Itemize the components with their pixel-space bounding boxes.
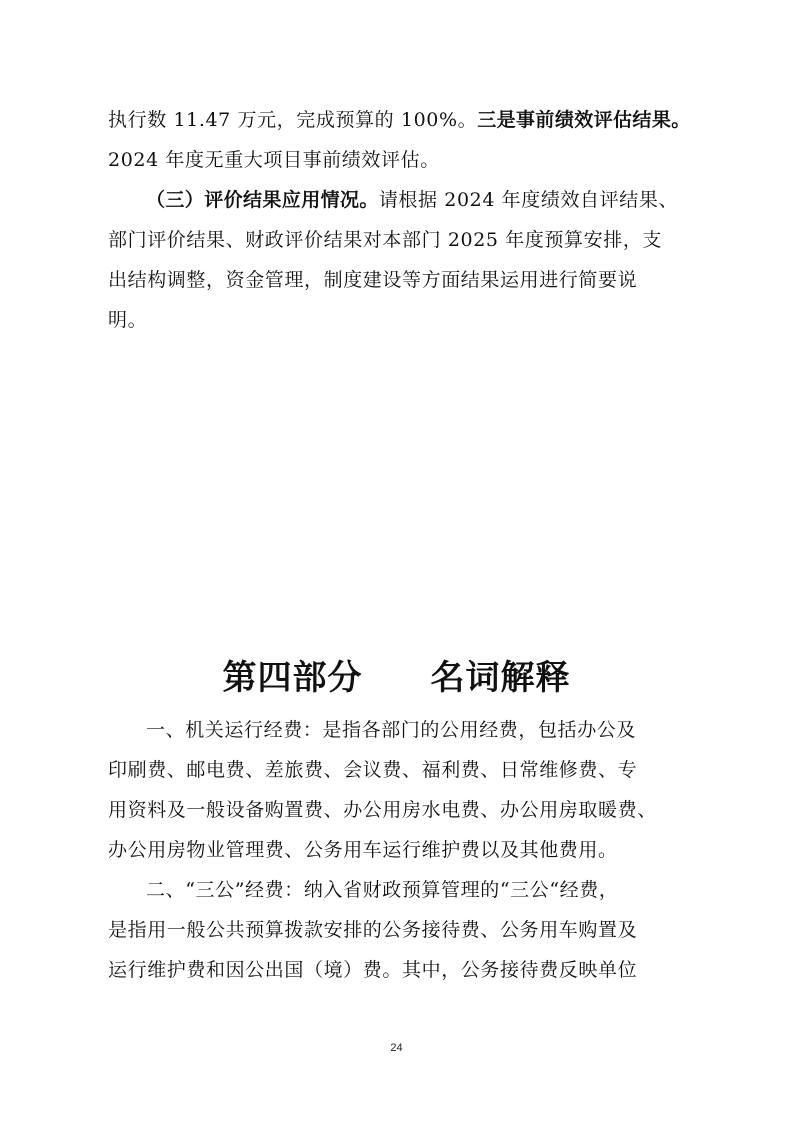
term-2-line-3: 运行维护费和因公出国（境）费。其中，公务接待费反映单位 (108, 959, 638, 981)
term-2-line-1: 二、“三公”经费：纳入省财政预算管理的“三公“经费， (146, 879, 619, 901)
section-part-label: 第四部分 (222, 658, 363, 698)
paragraph-1-text: 执行数 11.47 万元，完成预算的 100%。 (108, 109, 478, 131)
term-1-line-3: 用资料及一般设备购置费、办公用房水电费、办公用房取暖费、 (108, 799, 657, 821)
term-1-line-2: 印刷费、邮电费、差旅费、会议费、福利费、日常维修费、专 (108, 759, 638, 781)
paragraph-2-line-2: 部门评价结果、财政评价结果对本部门 2025 年度预算安排，支 (108, 229, 663, 251)
paragraph-2-line-4: 明。 (108, 309, 148, 331)
term-2-line-2: 是指用一般公共预算拨款安排的公务接待费、公务用车购置及 (108, 919, 638, 941)
section-heading (0, 648, 793, 708)
paragraph-1-line-1 (108, 100, 691, 140)
section-title: 名词解释 (430, 658, 571, 698)
paragraph-2-text: 请根据 2024 年度绩效自评结果、 (378, 189, 679, 211)
paragraph-1-bold-heading: 三是事前绩效评估结果。 (477, 109, 691, 131)
term-1-line-1: 一、机关运行经费：是指各部门的公用经费，包括办公及 (146, 719, 637, 741)
paragraph-1-line-2: 2024 年度无重大项目事前绩效评估。 (108, 149, 440, 171)
page-number: 24 (390, 1042, 403, 1054)
paragraph-2-line-1 (146, 180, 688, 220)
paragraph-2-bold-heading: （三）评价结果应用情况。 (146, 189, 379, 211)
term-1-line-4: 办公用房物业管理费、公务用车运行维护费以及其他费用。 (108, 839, 618, 861)
paragraph-2-line-3: 出结构调整，资金管理，制度建设等方面结果运用进行简要说 (108, 269, 638, 291)
